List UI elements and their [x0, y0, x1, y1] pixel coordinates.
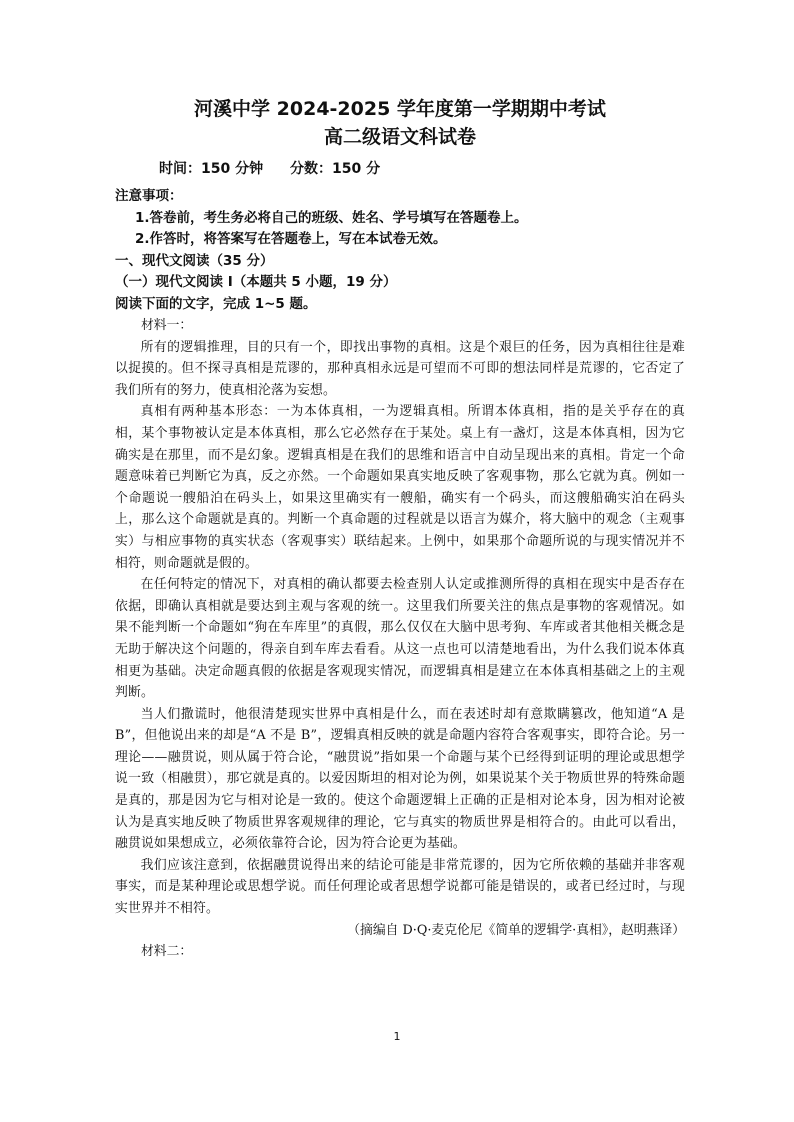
notes-heading: 注意事项： — [115, 188, 183, 204]
exam-title: 河溪中学 2024-2025 学年度第一学期期中考试 — [194, 98, 606, 120]
exam-subtitle: 高二级语文科试卷 — [323, 126, 476, 148]
section-heading: 一、现代文阅读（35 分） — [115, 252, 274, 269]
material-source: （摘编自 D·Q·麦克伦尼《简单的逻辑学·真相》，赵明燕译） — [347, 922, 685, 938]
material-label: 材料一： — [141, 318, 193, 333]
notes-item: 2.作答时，将答案写在答题卷上，写在本试卷无效。 — [135, 231, 447, 247]
notes-item: 1.答卷前，考生务必将自己的班级、姓名、学号填写在答题卷上。 — [135, 209, 528, 226]
exam-page — [115, 96, 685, 963]
material-paragraph: 我们应该注意到，依据融贯说得出来的结论可能是非常荒谬的，因为它所依赖的基础并非客观事实，而是某种理论或思想学说。而任何理论或者思想学说都可能是错误的，或者已经过时，与现实世界并不相符。 — [115, 857, 685, 917]
reading-instruction: 阅读下面的文字，完成 1~5 题。 — [115, 295, 317, 312]
subsection-heading: （一）现代文阅读 I（本题共 5 小题，19 分） — [115, 274, 397, 290]
material-paragraph: 真相有两种基本形态：一为本体真相，一为逻辑真相。所谓本体真相，指的是关乎存在的真相，某个事物被认定是本体真相，那么它必然存在于某处。桌上有一盏灯，这是本体真相，因为它确实是在那里，而不是幻象。逻辑真相是在我们的思维和语言中自动呈现出来的真相。肯定一个命题意味着已判断它为真，反之亦然。一个命题如果真实地反映了客观事物，那么它就为真。例如一个命题说一艘船泊在码头上，如果这里确实有一艘船，确实有一个码头，而这艘船确实泊在码头上，那么这个命题就是真的。判断一个真命题的过程就是以语言为媒介，将大脑中的观念（主观事实）与相应事物的真实状态（客观事实）联结起来。上例中，如果那个命题所说的与现实情况并不相符，则命题就是假的。 — [115, 404, 685, 571]
time-score-line — [159, 158, 685, 180]
material-label: 材料二： — [141, 944, 193, 960]
material-paragraph: 在任何特定的情况下，对真相的确认都要去检查别人认定或推测所得的真相在现实中是否存在依据，即确认真相就是要达到主观与客观的统一。这里我们所要关注的焦点是事物的客观情况。如果不能判断一个命题如“狗在车库里”的真假，那么仅仅在大脑中思考狗、车库或者其他相关概念是无助于解决这个问题的，得亲自到车库去看看。从这一点也可以清楚地看出，为什么我们说本体真相更为基础。决定命题真假的依据是客观现实情况，而逻辑真相是建立在本体真相基础之上的主观判断。 — [115, 577, 685, 701]
material-paragraph: 所有的逻辑推理，目的只有一个，即找出事物的真相。这是个艰巨的任务，因为真相往往是难以捉摸的。但不探寻真相是荒谬的，那种真相永远是可望而不可即的想法同样是荒谬的，它否定了我们所有的努力，使真相沦落为妄想。 — [115, 339, 685, 398]
exam-time: 时间：150 分钟 — [159, 161, 264, 177]
exam-score: 分数：150 分 — [289, 161, 381, 177]
page-number: 1 — [393, 1030, 401, 1043]
material-paragraph: 当人们撒谎时，他很清楚现实世界中真相是什么，而在表述时却有意欺瞒篡改，他知道“A 是 B”，但他说出来的却是“A 不是 B”，逻辑真相反映的就是命题内容符合客观事实，即符合论。另一理论——融贯说，则从属于符合论，“融贯说”指如果一个命题与某个已经得到证明的理论或思想学说一致（相融贯），那它就是真的。以爱因斯坦的相对论为例，如果说某个关于物质世界的特殊命题是真的，那是因为它与相对论是一致的。使这个命题逻辑上正确的正是相对论本身，因为相对论被认为是真实地反映了物质世界客观规律的理论，它与真实的物质世界是相符合的。由此可以看出，融贯说如果想成立，必须依靠符合论，因为符合论更为基础。 — [115, 706, 685, 852]
